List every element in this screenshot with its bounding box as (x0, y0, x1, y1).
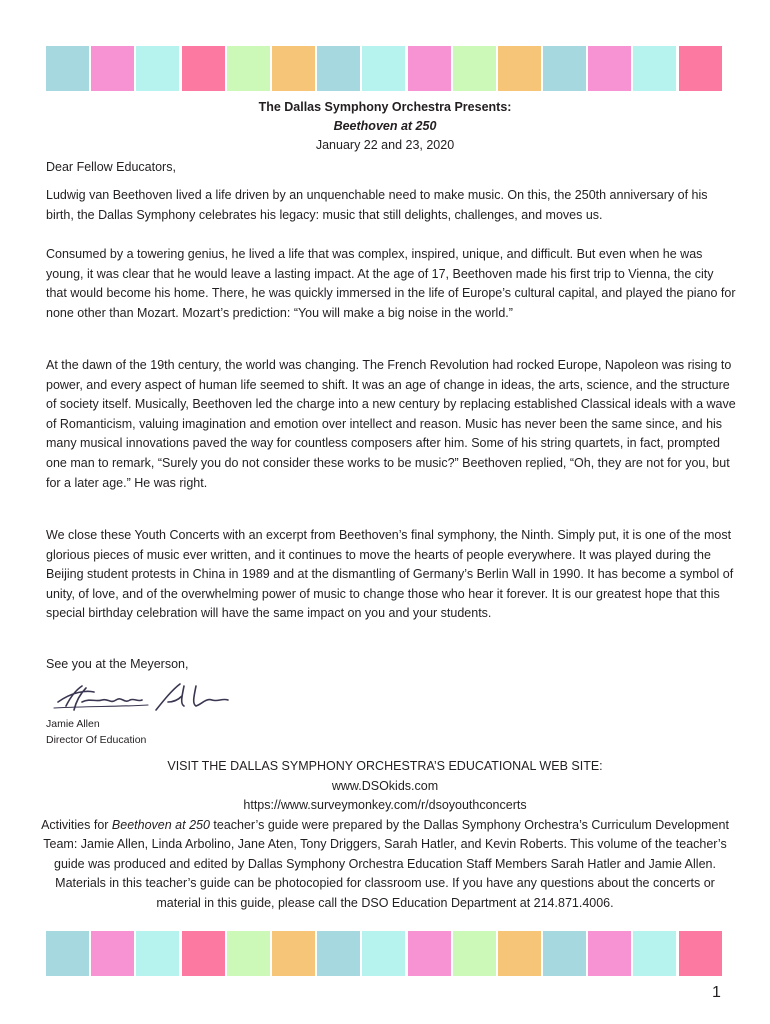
signature-block (46, 716, 146, 748)
paragraph-1: Ludwig van Beethoven lived a life driven by an unquenchable need to make music. On this, the 250th anniversary of his birth, the Dallas Symphony celebrates his legacy: music that still delights, challenges, and moves us. (46, 188, 708, 222)
color-tile (679, 931, 722, 976)
credits-text: teacher’s guide were prepared by the Dallas Symphony Orchestra’s Curriculum Development Team: Jamie Allen, Linda Arbolino, Jane Aten, Tony Driggers, Sarah Hatler, and Kevin Roberts. This volume of the teacher’s guide was produced and edited by Dallas Symphony Orchestra Education Staff Members Sarah Hatler and Jamie Allen. Materials in this teacher’s guide can be photocopied for classroom use. If you have any questions about the concerts or material in this guide, please call the DSO Education Department at 214.871.4006. (43, 817, 729, 910)
color-tile (136, 931, 179, 976)
color-tile (317, 931, 360, 976)
page-number: 1 (712, 984, 721, 1001)
credits-paragraph (38, 816, 732, 914)
paragraph-3: At the dawn of the 19th century, the world was changing. The French Revolution had rocked Europe, Napoleon was rising to power, and every aspect of human life seemed to shift. It was an age of change in ideas, the arts, science, and the structure of society itself. Musically, Beethoven led the charge into a new century by replacing established Classical ideals with a wave of Romanticism, valuing imagination and emotion over intellect and reason. Music has never been the same since, and his many musical innovations paved the way for countless composers after him. Some of his string quartets, in fact, prompted one man to remark, “Surely you do not consider these works to be music?” Beethoven replied, “Oh, they are not for you, but for a later age.” He was right. (46, 358, 736, 490)
survey-link[interactable]: https://www.surveymonkey.com/r/dsoyouthconcerts (243, 798, 527, 812)
letter-header (0, 98, 770, 155)
salutation: Dear Fellow Educators, (46, 160, 176, 174)
color-tile (136, 46, 179, 91)
color-tile (182, 46, 225, 91)
color-tile (498, 931, 541, 976)
closing-line: See you at the Meyerson, (46, 657, 189, 671)
color-tile (453, 931, 496, 976)
credits-title: Beethoven at 250 (111, 817, 210, 832)
concert-title: Beethoven at 250 (333, 119, 437, 133)
color-tile (588, 931, 631, 976)
color-tile (408, 931, 451, 976)
color-tile (272, 46, 315, 91)
top-color-strip (46, 46, 724, 91)
color-tile (317, 46, 360, 91)
paragraph-4: We close these Youth Concerts with an excerpt from Beethoven’s final symphony, the Ninth. Simply put, it is one of the most glorious pieces of music ever written, and it continues to move the hearts of people everywhere. It was played during the Beijing student protests in China in 1989 and at the dismantling of Germany’s Berlin Wall in 1990. It has become a symbol of unity, of love, and of the overwhelming power of music to change those who hear it forever. It is our greatest hope that this special birthday celebration will have the same impact on you and your students. (46, 528, 734, 621)
color-tile (543, 46, 586, 91)
color-tile (362, 931, 405, 976)
color-tile (633, 46, 676, 91)
footer-info (38, 757, 732, 913)
website-link[interactable]: www.DSOkids.com (331, 778, 439, 793)
concert-dates: January 22 and 23, 2020 (315, 138, 455, 152)
color-tile (46, 46, 89, 91)
presents-line: The Dallas Symphony Orchestra Presents: (258, 100, 512, 114)
signer-title: Director Of Education (46, 734, 147, 746)
color-tile (227, 931, 270, 976)
paragraph-2: Consumed by a towering genius, he lived a life that was complex, inspired, unique, and difficult. But even when he was young, it was clear that he would leave a lasting impact. At the age of 17, Beethoven made his first trip to Vienna, the city that would become his home. There, he was quickly immersed in the life of Europe’s cultural capital, and played the piano for none other than Mozart. Mozart’s prediction: “You will make a big noise in the world.” (46, 247, 736, 320)
bottom-color-strip (46, 931, 724, 976)
color-tile (272, 931, 315, 976)
color-tile (91, 931, 134, 976)
color-tile (543, 931, 586, 976)
color-tile (453, 46, 496, 91)
color-tile (227, 46, 270, 91)
color-tile (182, 931, 225, 976)
signer-name: Jamie Allen (46, 718, 100, 730)
color-tile (408, 46, 451, 91)
color-tile (498, 46, 541, 91)
color-tile (91, 46, 134, 91)
handwritten-signature (52, 680, 242, 716)
color-tile (633, 931, 676, 976)
color-tile (679, 46, 722, 91)
color-tile (362, 46, 405, 91)
color-tile (46, 931, 89, 976)
color-tile (588, 46, 631, 91)
credits-prefix: Activities for (41, 817, 112, 832)
visit-website-heading: VISIT THE DALLAS SYMPHONY ORCHESTRA’S EDUCATIONAL WEB SITE: (167, 759, 603, 773)
